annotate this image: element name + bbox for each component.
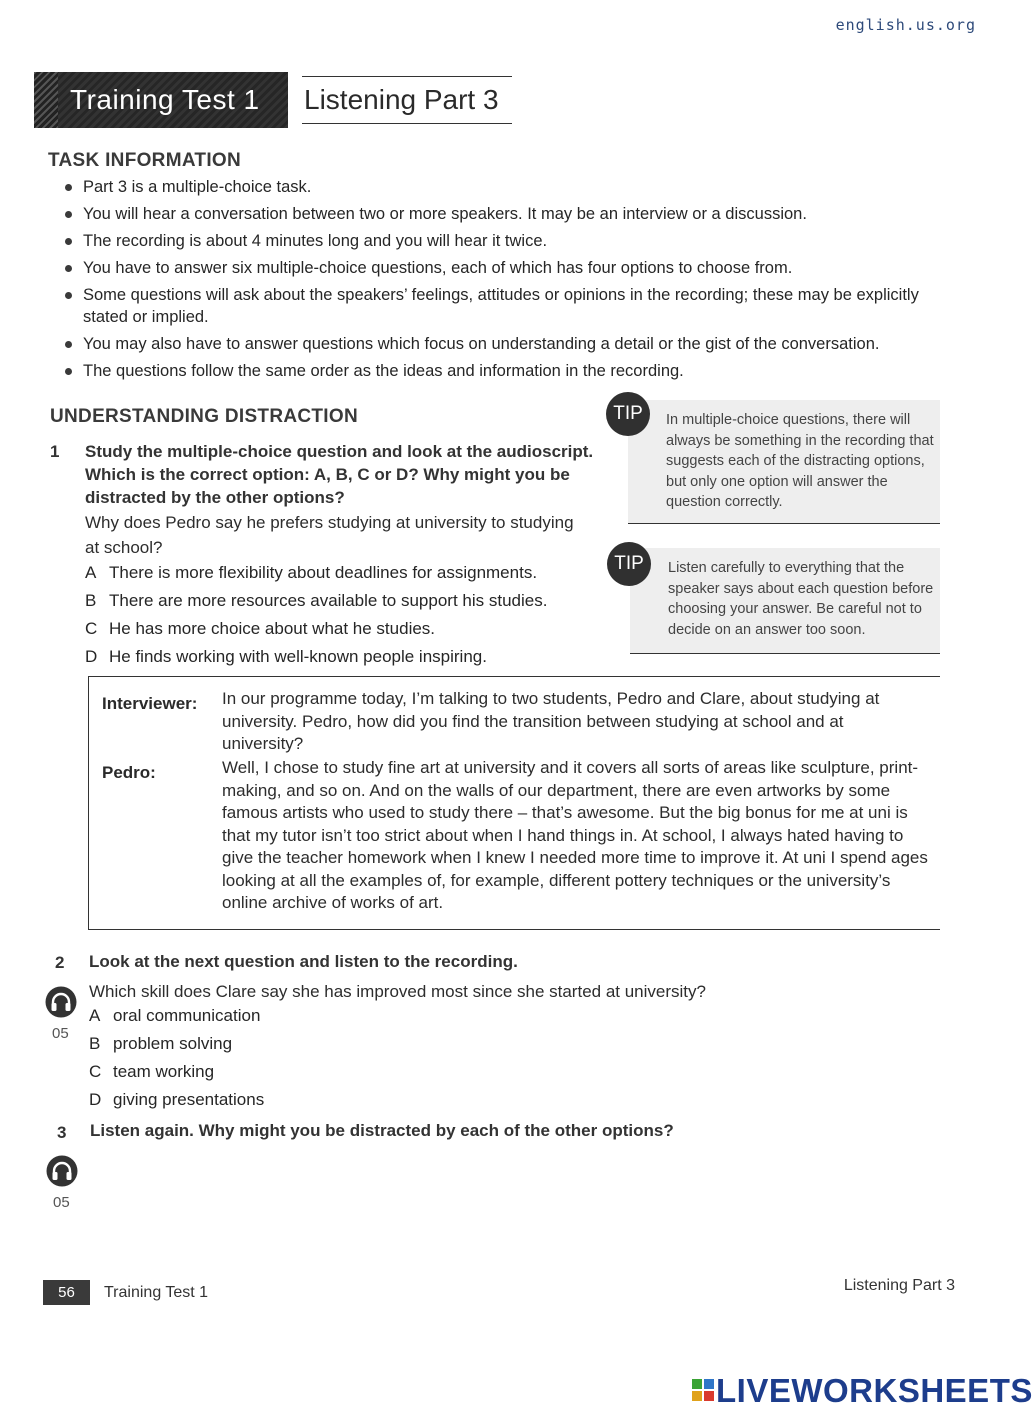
page-number: 56 xyxy=(43,1280,90,1305)
question-2-option-a[interactable]: A oral communication xyxy=(89,1006,261,1025)
liveworksheets-logo-icon xyxy=(692,1377,716,1405)
speaker-interviewer: Interviewer: xyxy=(102,694,198,713)
tip-2-text: Listen carefully to everything that the speaker says about each question before choosing your answer. Be careful not to decide on an answer too soon. xyxy=(668,560,934,638)
task-information-list xyxy=(60,176,930,387)
headphones-icon xyxy=(45,986,77,1018)
task-info-item: Some questions will ask about the speakers’ feelings, attitudes or opinions in the recording; these may be explicitly stated or implied. xyxy=(60,284,930,328)
liveworksheets-logo[interactable] xyxy=(692,1372,1033,1410)
test-title-banner xyxy=(34,72,288,128)
question-2-instruction: Look at the next question and listen to the recording. xyxy=(89,952,518,971)
question-2-stem: Which skill does Clare say she has improved most since she started at university? xyxy=(89,982,706,1001)
part-title: Listening Part 3 xyxy=(304,84,499,115)
question-1-instruction: Study the multiple-choice question and look at the audioscript. Which is the correct option: A, B, C or D? Why might you be distracted by the other options? xyxy=(85,442,594,507)
part-title-banner xyxy=(302,76,512,124)
tip-1-badge: TIP xyxy=(606,392,650,436)
footer-left-text: Training Test 1 xyxy=(104,1284,209,1301)
question-3-instruction: Listen again. Why might you be distracted by each of the other options? xyxy=(90,1121,674,1140)
question-2-option-b[interactable]: B problem solving xyxy=(89,1034,233,1053)
understanding-distraction-heading: UNDERSTANDING DISTRACTION xyxy=(50,406,358,427)
pedro-speech: Well, I chose to study fine art at university and it covers all sorts of areas like sculpture, print-making, and so on. And on the walls of our department, there are even artworks by some famous artists who used to study there – that’s awesome. But the big bonus for me at uni is that my tutor isn’t too strict about when I hand things in. At school, I always hated having to give the teacher homework when I knew I needed more time to improve it. At uni I spend ages looking at all the examples of, for example, different pottery techniques or the university’s online archive of works of art. xyxy=(222,758,928,912)
question-1-option-a[interactable]: A There is more flexibility about deadlines for assignments. xyxy=(85,563,538,582)
task-info-item: You may also have to answer questions which focus on understanding a detail or the gist of the conversation. xyxy=(60,333,930,355)
headphones-icon xyxy=(46,1155,78,1187)
question-2-options xyxy=(89,1005,689,1111)
question-1-option-d[interactable]: D He finds working with well-known people inspiring. xyxy=(85,647,487,666)
task-information-heading: TASK INFORMATION xyxy=(48,150,242,171)
liveworksheets-logo-text: LIVEWORKSHEETS xyxy=(716,1372,1033,1409)
tip-box-1 xyxy=(628,400,940,524)
footer-right-text: Listening Part 3 xyxy=(843,1277,955,1294)
task-info-item: Part 3 is a multiple-choice task. xyxy=(60,176,930,198)
test-title: Training Test 1 xyxy=(70,84,260,115)
question-1-option-b[interactable]: B There are more resources available to support his studies. xyxy=(85,591,548,610)
question-1-options xyxy=(85,562,595,668)
task-info-item: You have to answer six multiple-choice questions, each of which has four options to choose from. xyxy=(60,257,930,279)
task-info-item: The recording is about 4 minutes long and you will hear it twice. xyxy=(60,230,930,252)
question-2-track: 05 xyxy=(52,1025,69,1042)
question-2-audio[interactable] xyxy=(45,986,77,1042)
site-url: english.us.org xyxy=(835,16,976,34)
tip-1-text: In multiple-choice questions, there will always be something in the recording that suggests each of the distracting options, but only one option will answer the question correctly. xyxy=(666,412,934,510)
question-1-number: 1 xyxy=(50,442,60,461)
tip-box-2 xyxy=(630,548,940,654)
task-info-item: You will hear a conversation between two or more speakers. It may be an interview or a discussion. xyxy=(60,203,930,225)
task-info-item: The questions follow the same order as the ideas and information in the recording. xyxy=(60,360,930,382)
question-3-track: 05 xyxy=(53,1194,70,1211)
question-2-option-c[interactable]: C team working xyxy=(89,1062,215,1081)
question-2-number: 2 xyxy=(55,953,65,972)
question-3-number: 3 xyxy=(57,1123,67,1142)
interviewer-speech: In our programme today, I’m talking to two students, Pedro and Clare, about studying at university. Pedro, how did you find the transition between studying at school and at university? xyxy=(222,689,880,753)
question-1-option-c[interactable]: C He has more choice about what he studies. xyxy=(85,619,436,638)
speaker-pedro: Pedro: xyxy=(102,763,156,782)
tip-2-badge: TIP xyxy=(607,542,651,586)
question-2-option-d[interactable]: D giving presentations xyxy=(89,1090,265,1109)
question-3-audio[interactable] xyxy=(46,1155,78,1211)
question-1-stem: Why does Pedro say he prefers studying at university to studying at school? xyxy=(85,513,574,557)
